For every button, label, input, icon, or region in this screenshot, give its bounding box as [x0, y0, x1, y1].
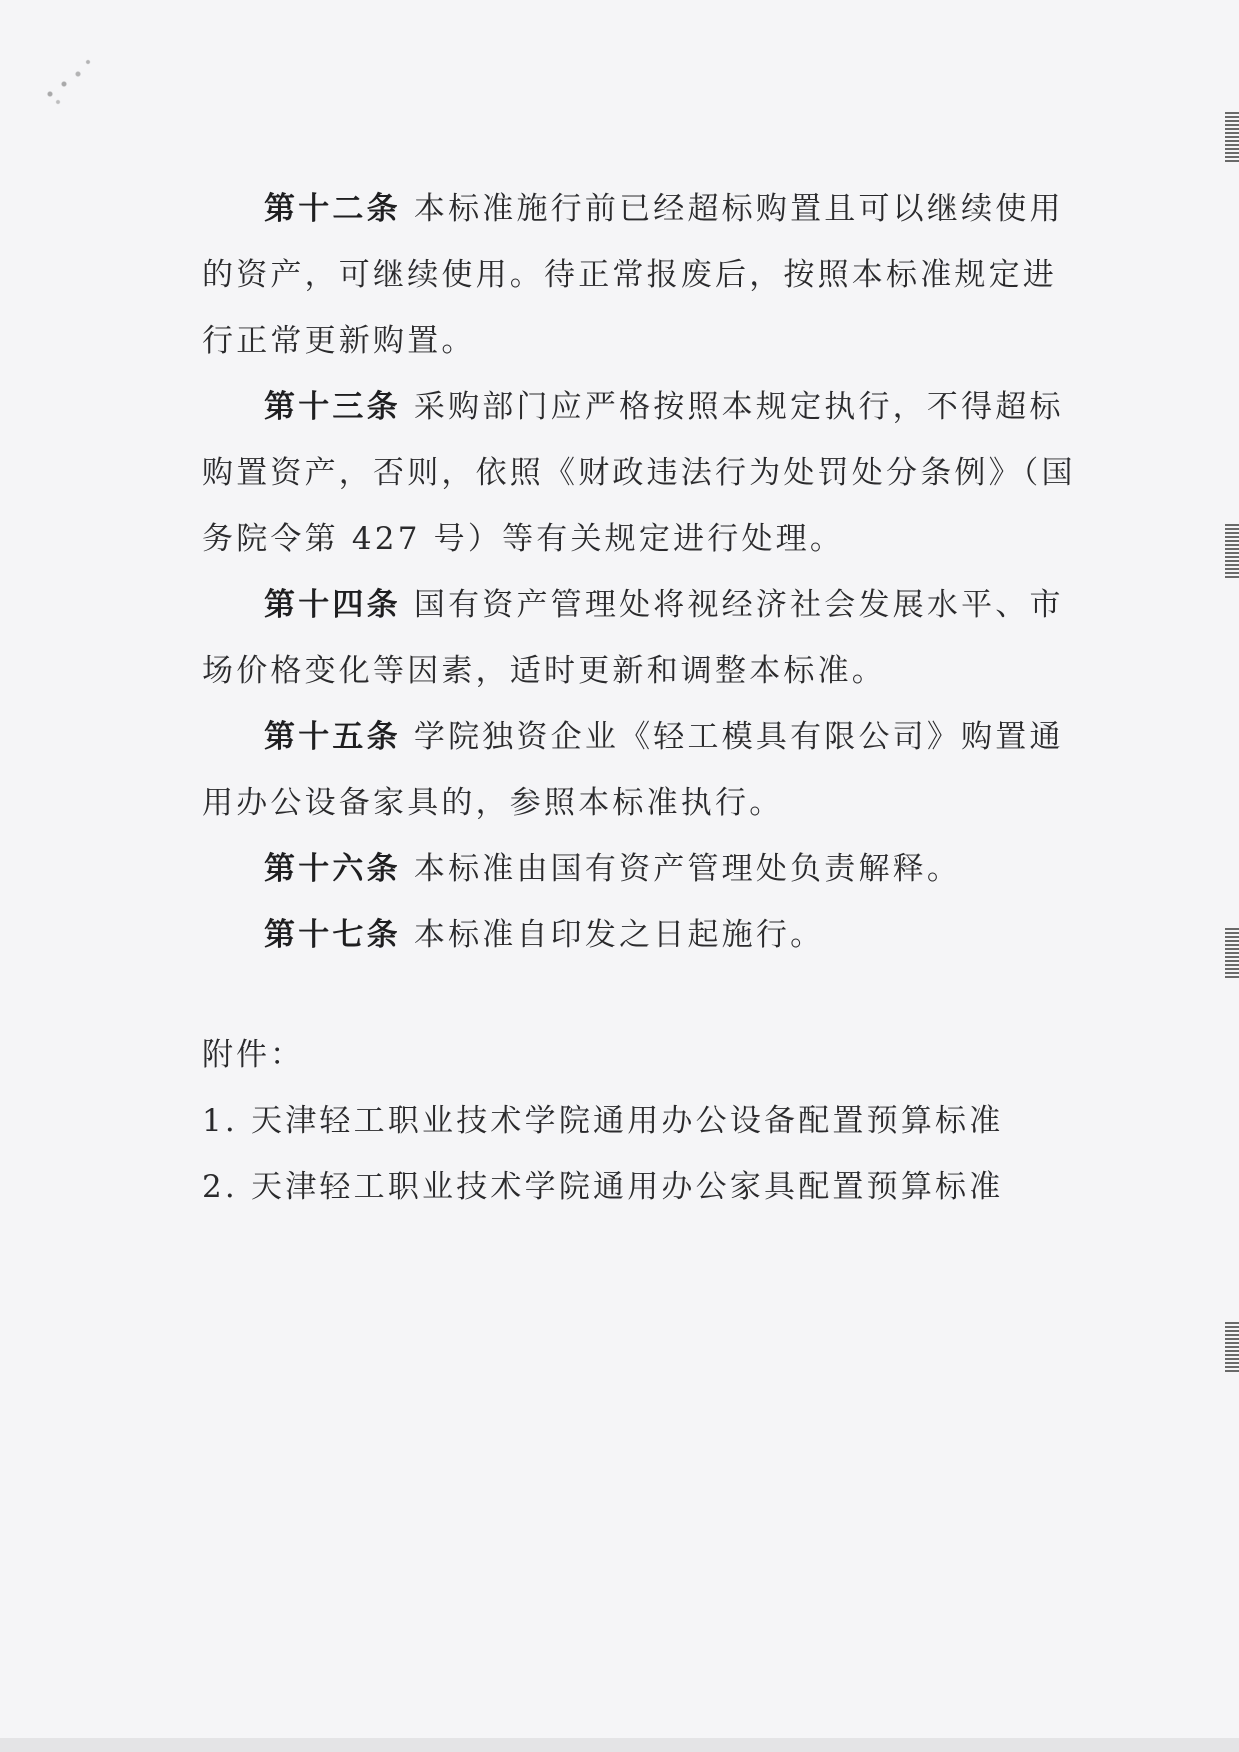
article-text: 本标准由国有资产管理处负责解释。	[413, 851, 962, 887]
article-text: 的资产，可继续使用。待正常报废后，按照本标准规定进	[202, 257, 1057, 293]
article-14	[202, 572, 1064, 704]
article-15	[202, 704, 1064, 836]
article-17	[202, 902, 1052, 968]
article-text: 采购部门应严格按照本规定执行，不得超标	[413, 389, 1064, 425]
article-first-line	[202, 176, 1064, 242]
scan-edge-mark	[1225, 524, 1239, 578]
article-text: 国有资产管理处将视经济社会发展水平、市	[413, 587, 1064, 623]
attachments-section	[202, 1022, 1052, 1220]
article-first-line	[202, 572, 1064, 638]
scan-speckle	[30, 44, 100, 114]
article-text: 务院令第 427 号）等有关规定进行处理。	[202, 521, 845, 557]
scan-bottom-edge	[0, 1738, 1239, 1752]
article-label: 第十五条	[264, 719, 401, 755]
article-label: 第十四条	[264, 587, 401, 623]
article-label: 第十六条	[264, 851, 401, 887]
article-label: 第十二条	[264, 191, 401, 227]
article-text: 学院独资企业《轻工模具有限公司》购置通	[413, 719, 1064, 755]
article-first-line	[202, 902, 1052, 968]
scan-edge-mark	[1225, 1322, 1239, 1374]
article-first-line	[202, 374, 1064, 440]
attachment-item: 1. 天津轻工职业技术学院通用办公设备配置预算标准	[202, 1103, 1004, 1139]
article-text: 场价格变化等因素，适时更新和调整本标准。	[202, 653, 886, 689]
article-text: 本标准自印发之日起施行。	[413, 917, 825, 953]
attachments-label: 附件：	[202, 1037, 304, 1073]
article-13	[202, 374, 1076, 572]
document-body	[202, 176, 1076, 1220]
article-label: 第十七条	[264, 917, 401, 953]
article-first-line	[202, 836, 1052, 902]
article-text: 行正常更新购置。	[202, 323, 476, 359]
section-gap	[202, 968, 1052, 1022]
article-12	[202, 176, 1064, 374]
article-text: 购置资产，否则，依照《财政违法行为处罚处分条例》（国	[202, 455, 1076, 491]
article-first-line	[202, 704, 1064, 770]
scan-edge-mark	[1225, 928, 1239, 978]
article-text: 用办公设备家具的，参照本标准执行。	[202, 785, 784, 821]
article-text: 本标准施行前已经超标购置且可以继续使用	[413, 191, 1064, 227]
article-16	[202, 836, 1052, 902]
scan-edge-mark	[1225, 112, 1239, 164]
article-label: 第十三条	[264, 389, 401, 425]
attachment-item: 2. 天津轻工职业技术学院通用办公家具配置预算标准	[202, 1169, 1004, 1205]
